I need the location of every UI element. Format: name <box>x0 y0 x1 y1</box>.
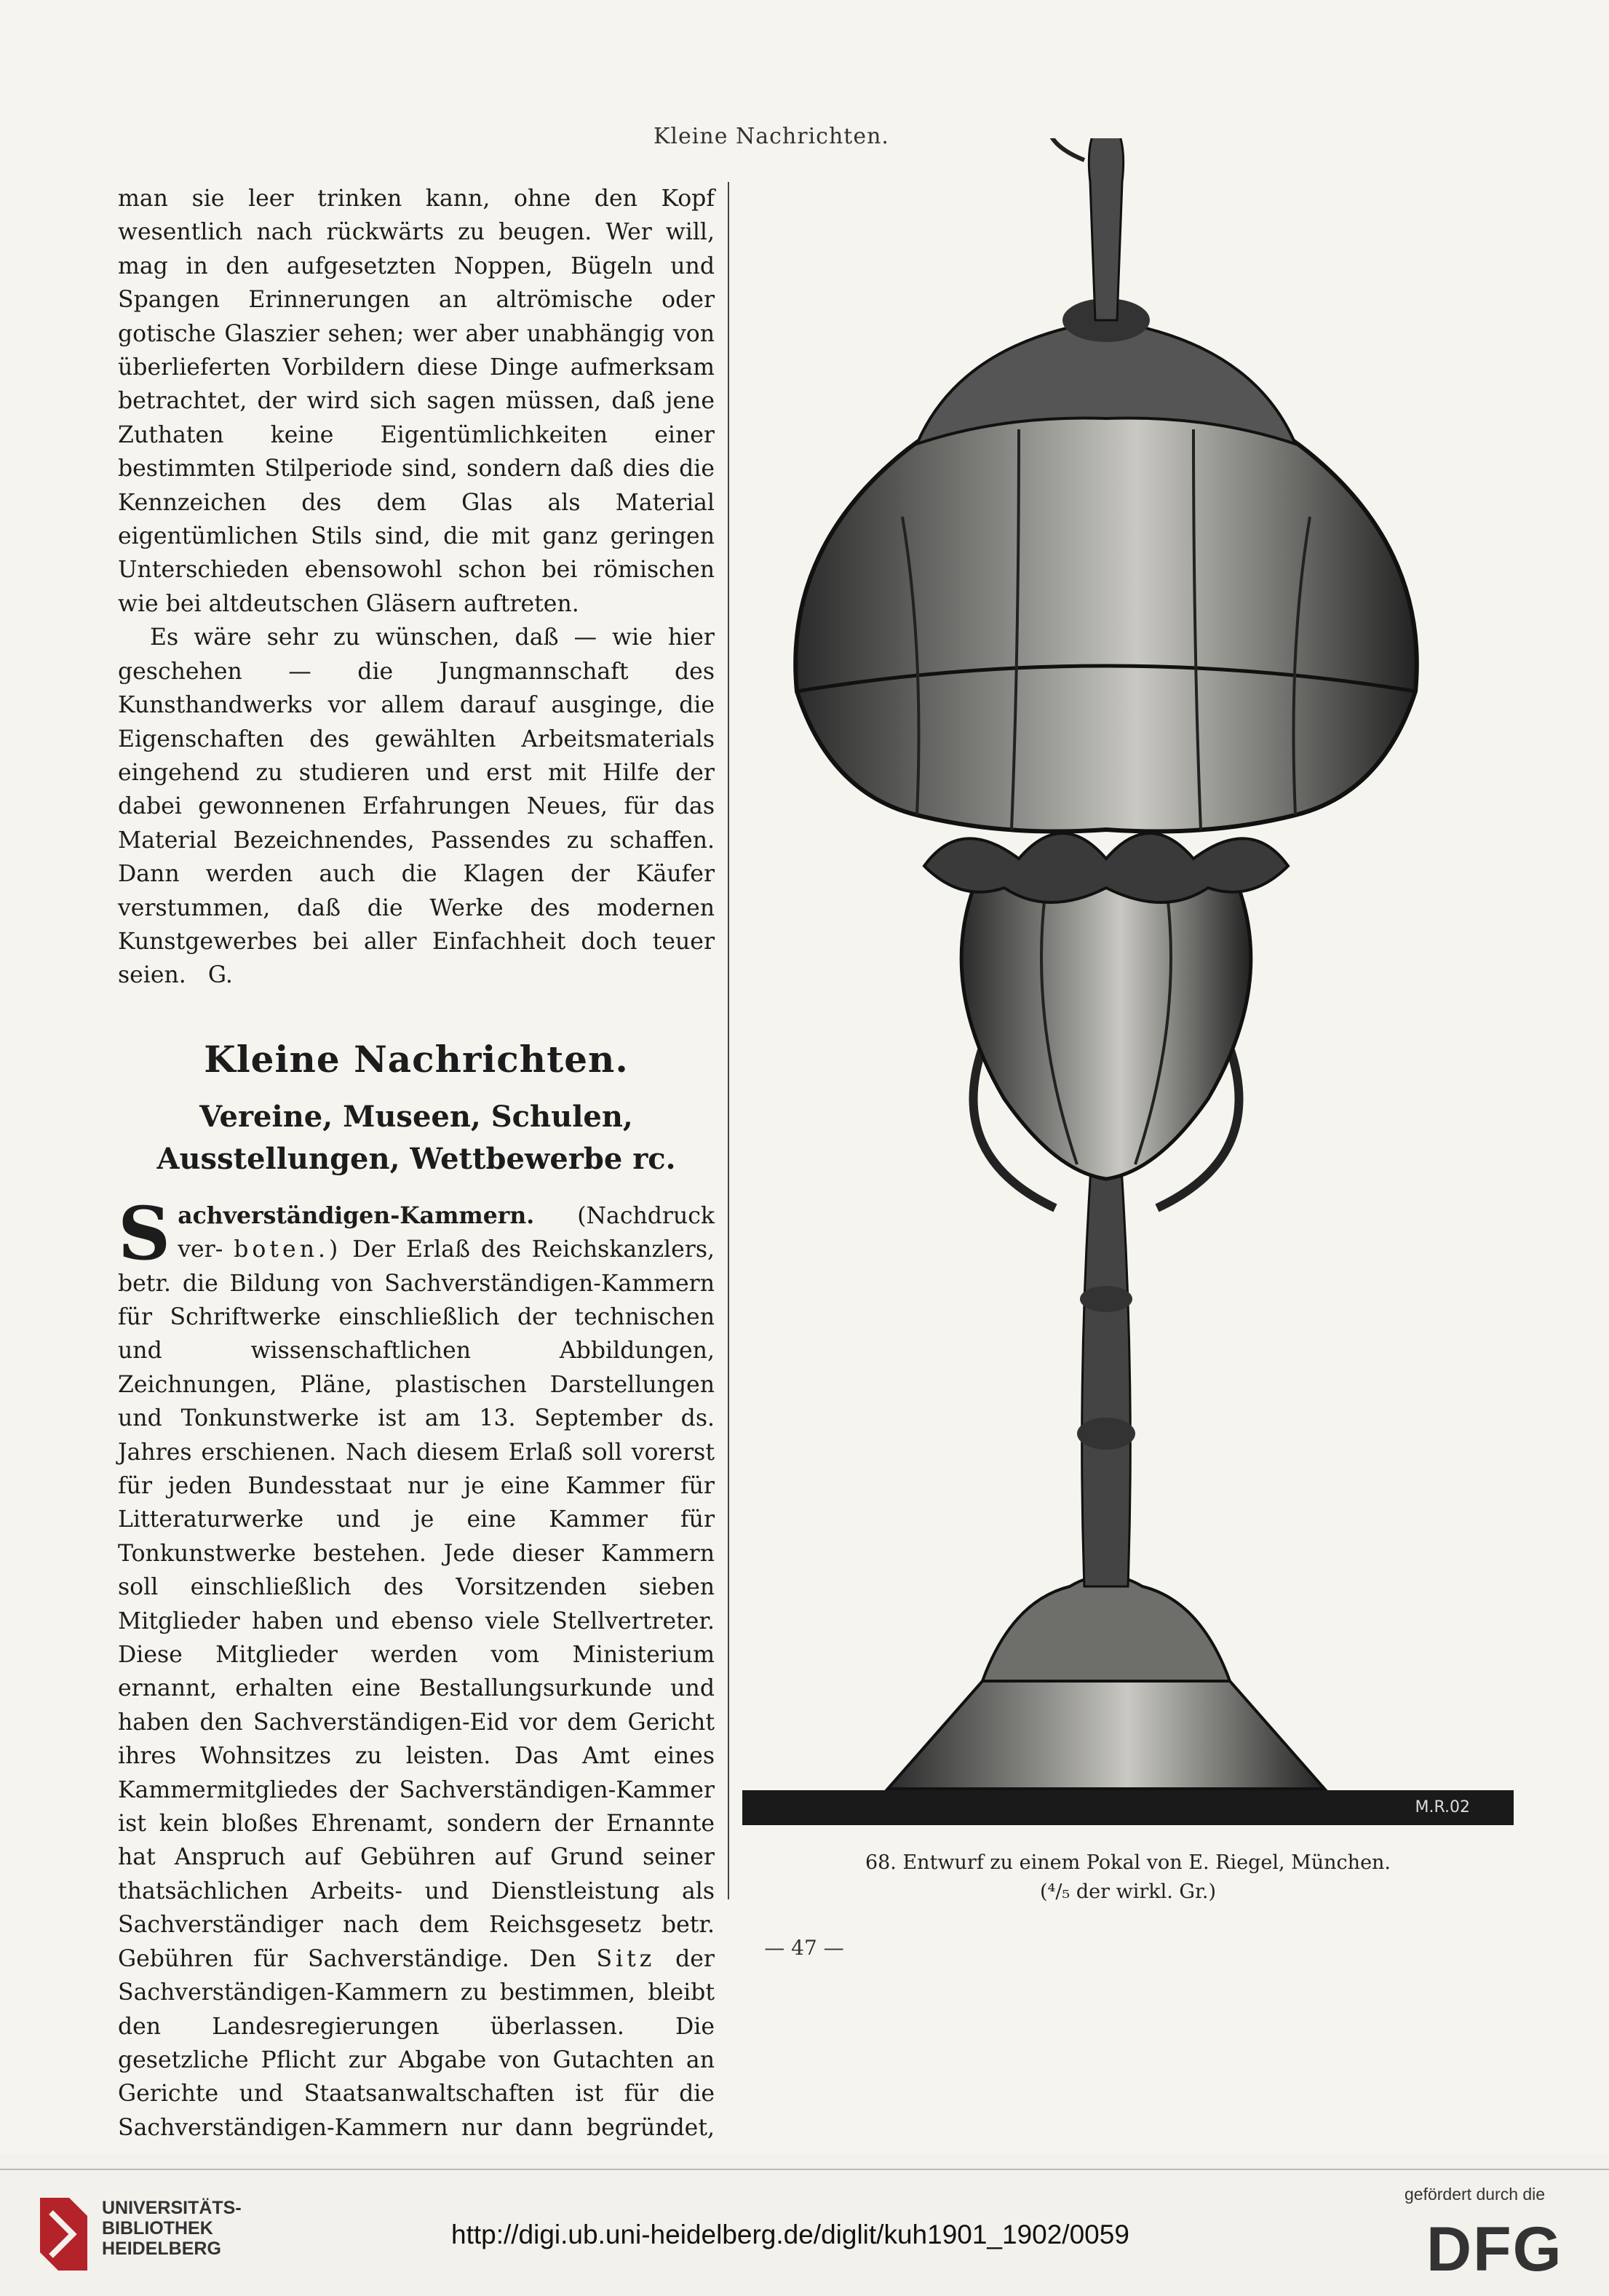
caption-line-2: (⁴/₅ der wirkl. Gr.) <box>1039 1880 1217 1903</box>
university-library-logo-icon <box>36 2194 92 2274</box>
figure-caption <box>742 1848 1514 1907</box>
column-divider <box>728 182 729 1899</box>
library-name <box>102 2198 242 2259</box>
section-subheading: Vereine, Museen, Schulen, Ausstellungen, Wettbewerbe rc. <box>156 1099 676 1176</box>
library-name-line-1: UNIVERSITÄTS- <box>102 2198 242 2218</box>
library-name-line-3: HEIDELBERG <box>102 2239 221 2259</box>
stem-knot <box>1077 1418 1135 1450</box>
paragraph-craft-youth-text: Es wäre sehr zu wünschen, daß — wie hier geschehen — die Jungmannschaft des Kunsthandwerks vor allem darauf ausginge, die Eigenschaften des gewählten Arbeitsmaterials eingehend zu studieren und erst mit Hilfe der dabei gewonnenen Erfahrungen Neues, für das Material Bezeichnendes, Passendes zu schaffen. Dann werden auch die Klagen der Käufer verstummen, daß die Werke des modernen Kunstgewerbes bei aller Einfachheit doch teuer seien. <box>118 624 715 989</box>
page-number: — 47 — <box>764 1936 844 1960</box>
figurine-finial <box>1089 138 1123 320</box>
running-head: Kleine Nachrichten. <box>653 124 889 149</box>
artist-monogram: M.R.02 <box>1415 1798 1470 1816</box>
goblet-drawing <box>742 138 1514 1841</box>
goblet-stem <box>1082 1157 1131 1586</box>
digital-copy-link[interactable]: http://digi.ub.uni-heidelberg.de/diglit/kuh1901_1902/0059 <box>451 2220 1129 2249</box>
digitization-footer <box>0 2154 1609 2296</box>
stem-knot-upper <box>1080 1286 1132 1312</box>
goblet-lid <box>795 378 1417 832</box>
funding-label: gefördert durch die <box>1405 2185 1546 2204</box>
dfg-logo: DFG <box>1426 2214 1563 2284</box>
paragraph-expert-chambers <box>118 1190 715 2179</box>
article-lead-title: achverständigen-Kammern. <box>178 1201 535 1229</box>
paragraph-expert-chambers-end: der Sachverständigen-Kammern zu bestimmen, bleibt den Landesregierungen überlassen. Die gesetzliche Pflicht zur Abgabe von Gutachten an Gerichte und Staatsanwaltschaften ist für die Sachverständigen-Kammern nur dann begründet, <box>118 1945 715 2141</box>
reprint-note-1: (Nachdruck ver- <box>178 1202 715 1263</box>
footer-divider <box>0 2169 1609 2170</box>
library-name-line-2: BIBLIOTHEK <box>102 2218 213 2239</box>
author-signature: G. <box>207 962 233 989</box>
spaced-word-sitz: Sitz <box>596 1945 656 1972</box>
caption-line-1: 68. Entwurf zu einem Pokal von E. Riegel, München. <box>865 1851 1391 1874</box>
goblet-illustration <box>742 138 1514 1899</box>
reprint-note-2: boten.) <box>234 1236 342 1263</box>
plinth-bar <box>742 1790 1514 1825</box>
paragraph-expert-chambers-text: Der Erlaß des Reichskanzlers, betr. die Bildung von Sachverständigen-Kammern für Schriftwerke einschließlich der technischen und wissenschaftlichen Abbildungen, Zeichnungen, Pläne, plastischen Darstellungen und Tonkunstwerke ist am 13. September ds. Jahres erschienen. Nach diesem Erlaß soll vorerst für jeden Bundesstaat nur je eine Kammer für Litteraturwerke und je eine Kammer für Tonkunstwerke bestehen. Jede dieser Kammern soll einschließlich des Vorsitzenden sieben Mitglieder haben und ebenso viele Stellvertreter. Diese Mitglieder werden vom Ministerium ernannt, erhalten eine Bestallungsurkunde und haben den Sachverständigen-Eid vor dem Gericht ihres Wohnsitzes zu leisten. Das Amt eines Kammermitgliedes der Sachverständigen-Kammer ist kein bloßes Ehrenamt, sondern der Ernannte hat Anspruch auf Gebühren auf Grund seiner thatsächlichen Arbeits- und Dienstleistung als Sachverständiger nach dem Reichsgesetz betr. Gebühren für Sachverständige. Den <box>118 1236 715 1972</box>
section-heading: Kleine Nachrichten. <box>204 1037 629 1081</box>
goblet-cup <box>961 866 1251 1179</box>
paragraph-craft-youth <box>118 621 715 992</box>
left-text-column <box>118 182 715 2179</box>
goblet-foot-bulb <box>982 1576 1230 1681</box>
drop-cap: S <box>118 1190 171 1276</box>
paragraph-glass-style: man sie leer trinken kann, ohne den Kopf wesentlich nach rückwärts zu beugen. Wer will, mag in den aufgesetzten Noppen, Bügeln und Spangen Erinnerungen an altrömische oder gotische Glaszier sehen; wer aber unabhängig von überlieferten Vorbildern diese Dinge aufmerksam betrachtet, der wird sich sagen müssen, daß jene Zuthaten keine Eigentümlichkeiten einer bestimmten Stilperiode sind, sondern daß dies die Kennzeichen des dem Glas als Material eigentümlichen Stils sind, die mit ganz geringen Unterschieden ebensowohl schon bei römischen wie bei altdeutschen Gläsern auftreten. <box>118 186 715 617</box>
